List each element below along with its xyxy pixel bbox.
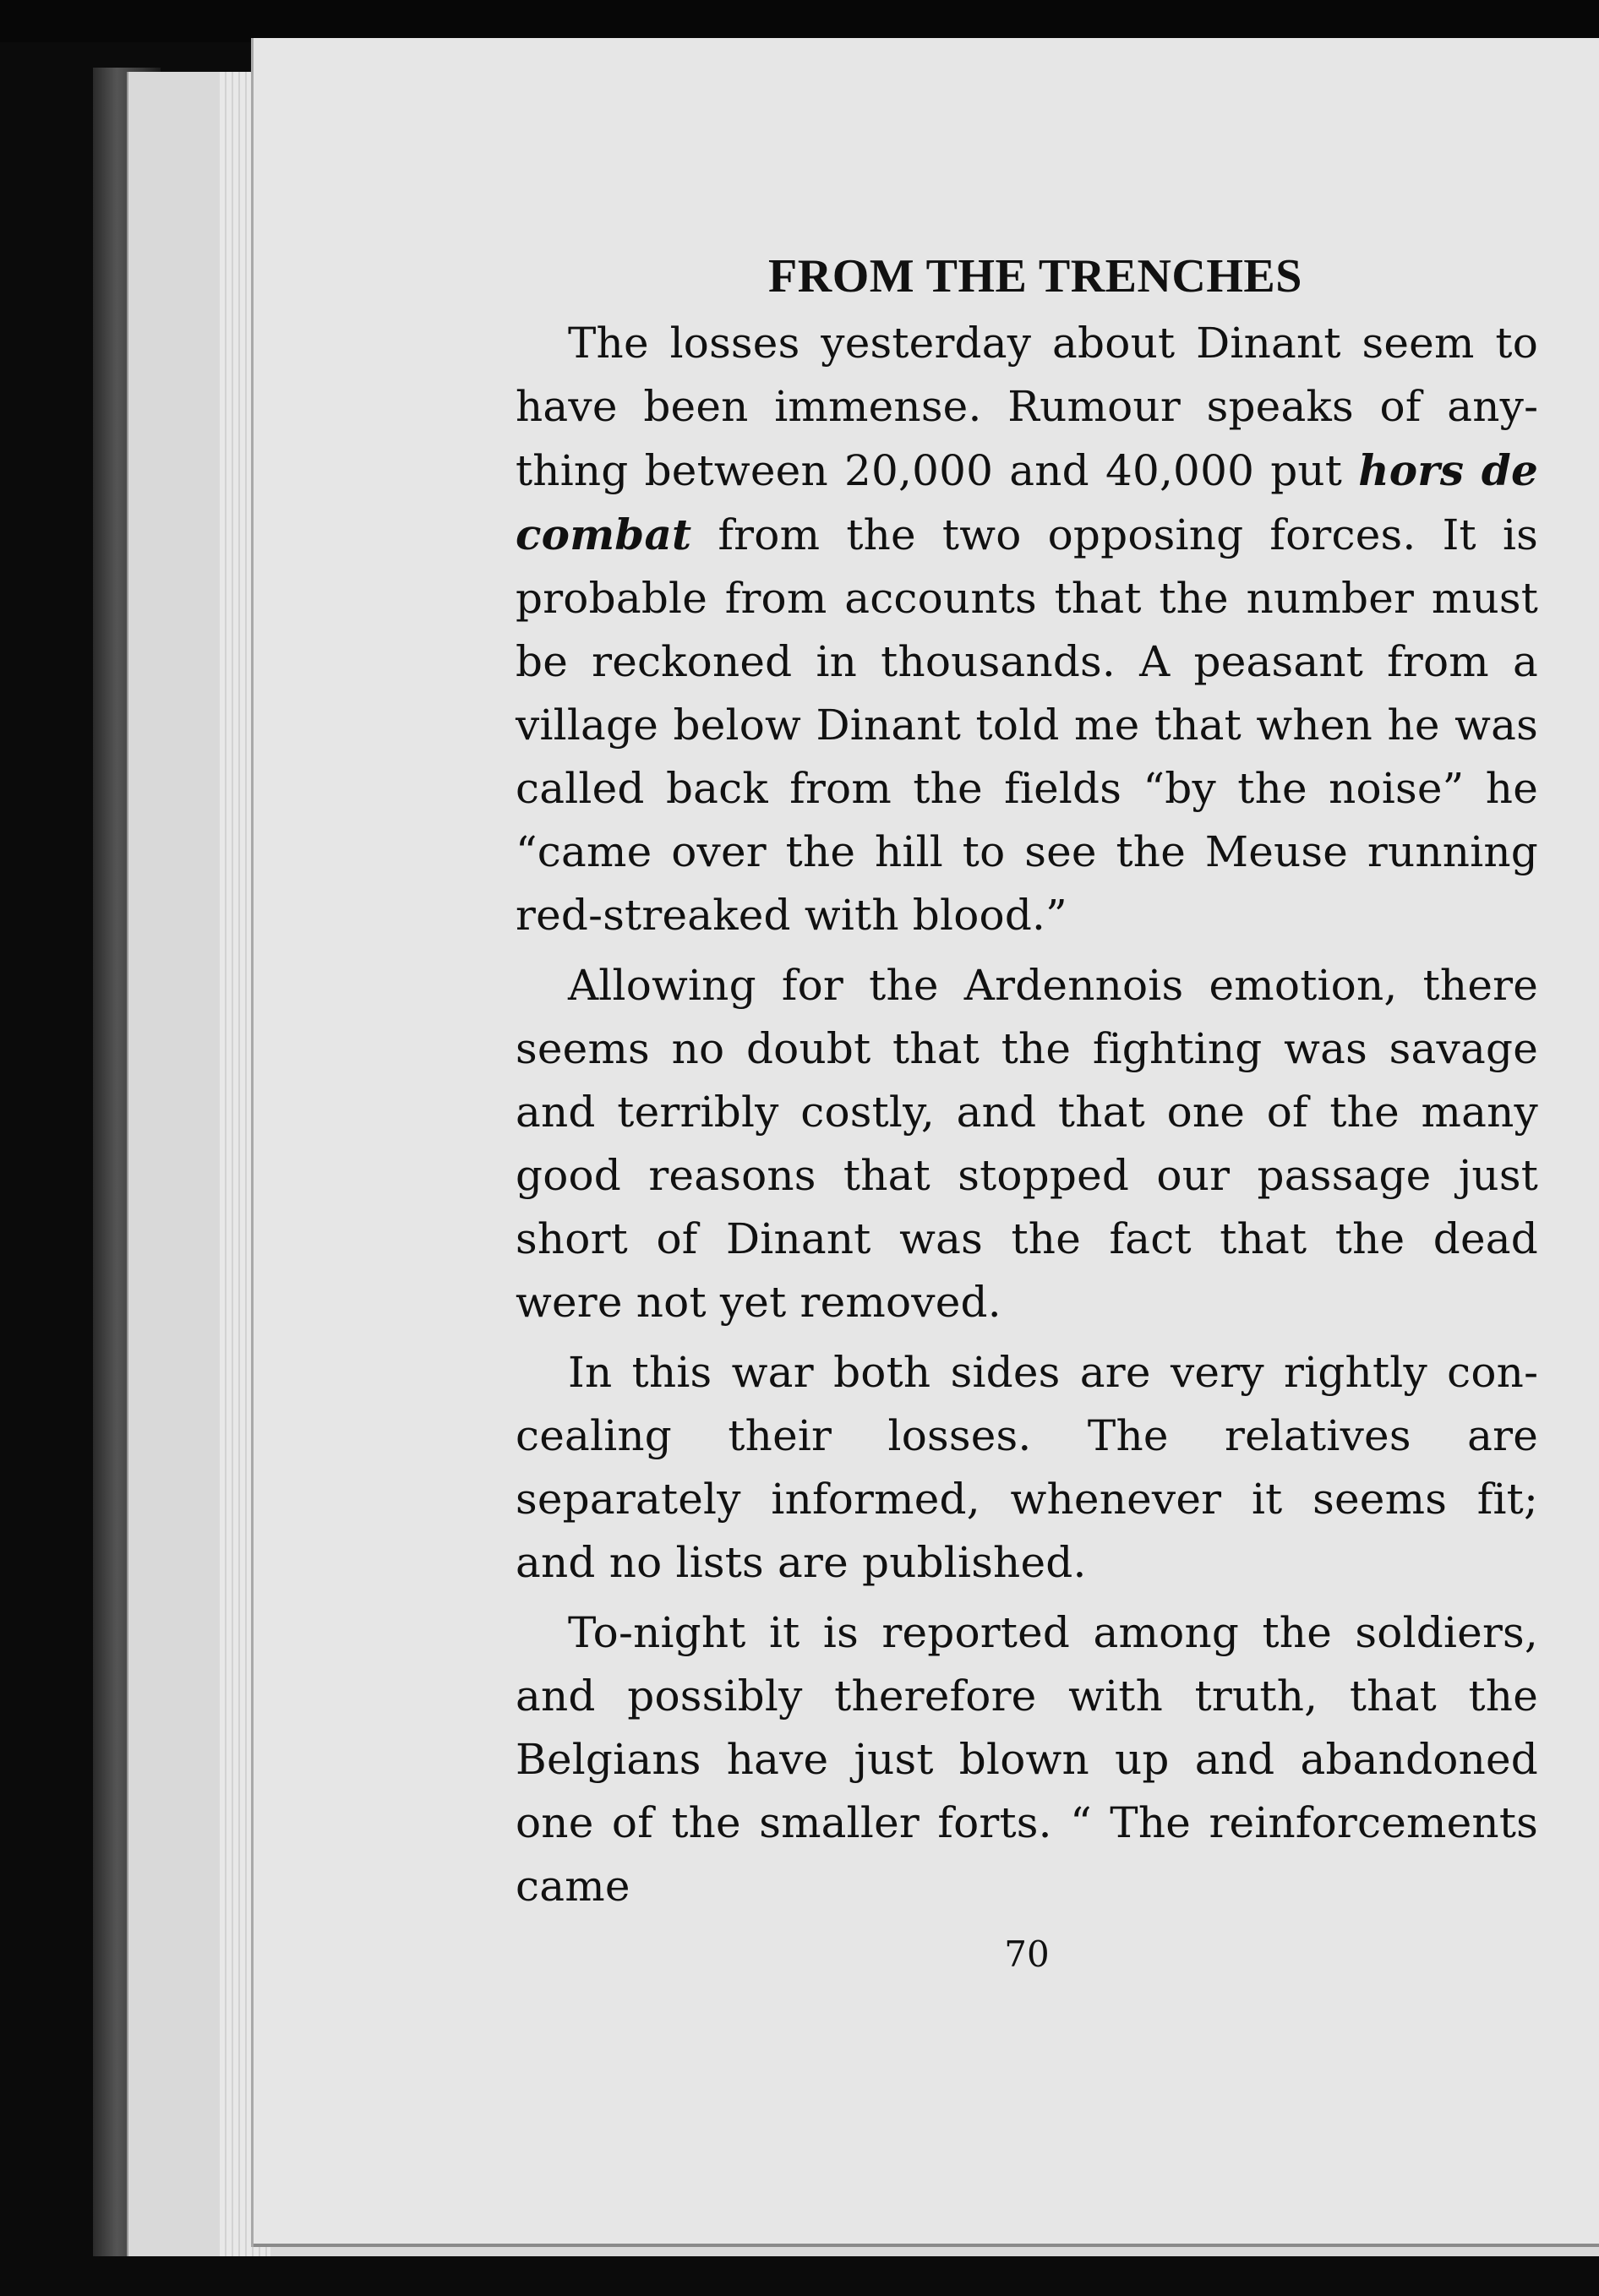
paragraph-3: In this war both sides are very rightly concealing their losses. The relatives are separately informed, whenever it seems fit; and no lists are published.	[516, 1348, 1538, 1587]
page-text-block	[516, 249, 1538, 1975]
page-number: 70	[1004, 1933, 1050, 1975]
paragraph-1	[516, 312, 1538, 947]
paragraph-1-text-end: from the two opposing forces. It is probable from accounts that the number must be reckoned in thousands. A peasant from a village below Dinant told me that when he was called back from the fields “by the noise” he “came over the hill to see the Meuse running red-streaked with blood.”	[516, 510, 1538, 940]
running-head: FROM THE TRENCHES	[768, 250, 1302, 303]
paragraph-1-italic-phrase: hors de combat	[516, 445, 1538, 559]
book-page	[254, 38, 1599, 2247]
paragraph-1-text-start: The losses yesterday about Dinant seem to have been immense. Rumour speaks of anything between 20,000 and 40,000 put	[516, 319, 1538, 495]
scan-top-border	[0, 0, 1599, 42]
paragraph-4: To-night it is reported among the soldiers, and possibly therefore with truth, that the Belgians have just blown up and abandoned one of the smaller forts. “ The reinforcements came	[516, 1608, 1538, 1911]
paragraph-2: Allowing for the Ardennois emotion, there seems no doubt that the fighting was savage and terribly costly, and that one of the many good reasons that stopped our passage just short of Dinant was the fact that the dead were not yet removed.	[516, 961, 1538, 1327]
